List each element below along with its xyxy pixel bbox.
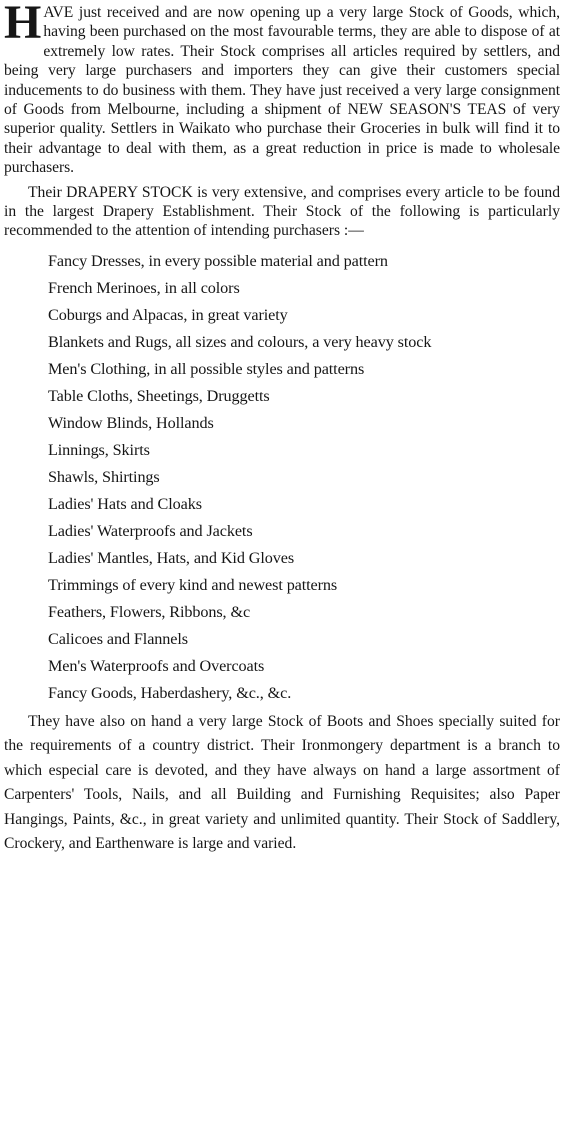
closing-paragraph: They have also on hand a very large Stock of Boots and Shoes specially suited for the requirements of a country district. Their Ironmongery department is a branch to which especial care is devoted, and they have always on hand a large assortment of Carpenters' Tools, Nails, and all Building and Furnishing Requisites; also Paper Hangings, Paints, &c., in great variety and unlimited quantity. Their Stock of Saddlery, Crockery, and Earthenware is large and varied. — [4, 712, 560, 853]
list-item: Men's Waterproofs and Overcoats — [48, 656, 265, 675]
intro-text: AVE just received and are now opening up a very large Stock of Goods, which, having been purchased on the most favourable terms, they are able to dispose of at extremely low rates. Their Stock comprises all articles required by settlers, and being very large purchasers and importers they can give their customers special inducements to do business with them. They have just received a very large consignment of Goods from Melbourne, including a shipment of NEW SEASON'S TEAS of very superior quality. Settlers in Waikato who purchase their Groceries in bulk will find it to their advantage to deal with them, as a great reduction in price is made to wholesale purchasers. — [4, 4, 560, 177]
list-item: Window Blinds, Hollands — [48, 413, 214, 432]
list-item: Blankets and Rugs, all sizes and colours, a very heavy stock — [48, 332, 432, 351]
stock-list — [4, 248, 560, 707]
list-item: Ladies' Hats and Cloaks — [48, 494, 202, 513]
list-item: French Merinoes, in all colors — [48, 278, 240, 297]
list-item: Shawls, Shirtings — [48, 467, 160, 486]
list-item: Fancy Goods, Haberdashery, &c., &c. — [48, 683, 292, 702]
list-item: Men's Clothing, in all possible styles and patterns — [48, 359, 365, 378]
list-item: Ladies' Mantles, Hats, and Kid Gloves — [48, 548, 295, 567]
intro-paragraph — [4, 0, 560, 178]
list-item: Feathers, Flowers, Ribbons, &c — [48, 602, 251, 621]
list-item: Coburgs and Alpacas, in great variety — [48, 305, 288, 324]
list-item: Linnings, Skirts — [48, 440, 150, 459]
drop-cap: H — [4, 0, 41, 49]
list-item: Fancy Dresses, in every possible material and pattern — [48, 251, 388, 270]
list-item: Calicoes and Flannels — [48, 629, 188, 648]
list-item: Trimmings of every kind and newest patterns — [48, 575, 338, 594]
list-item: Table Cloths, Sheetings, Druggetts — [48, 386, 270, 405]
list-item: Ladies' Waterproofs and Jackets — [48, 521, 253, 540]
drapery-paragraph: Their DRAPERY STOCK is very extensive, and comprises every article to be found in the largest Drapery Establishment. Their Stock of the following is particularly recommended to the attention of intending purchasers :— — [4, 183, 560, 240]
